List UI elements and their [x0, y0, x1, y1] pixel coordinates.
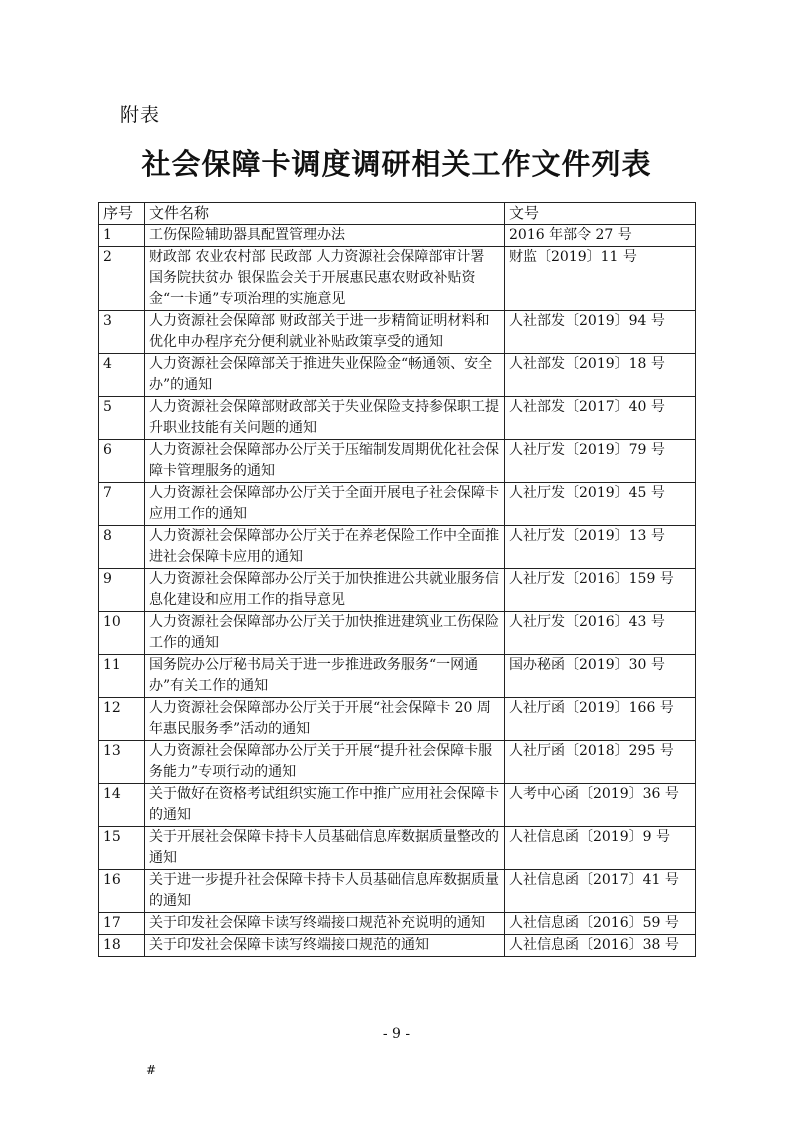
footer-mark: # [146, 1063, 157, 1077]
row-number-cell: 12 [99, 698, 145, 741]
column-header-doc: 文号 [505, 203, 696, 225]
file-name-cell: 人力资源社会保障部财政部关于失业保险支持参保职工提升职业技能有关问题的通知 [145, 397, 505, 440]
file-name-cell: 人力资源社会保障部办公厅关于加快推进建筑业工伤保险工作的通知 [145, 612, 505, 655]
file-name-cell: 关于开展社会保障卡持卡人员基础信息库数据质量整改的通知 [145, 827, 505, 870]
document-number-cell: 人考中心函〔2019〕36 号 [505, 784, 696, 827]
file-name-cell: 关于做好在资格考试组织实施工作中推广应用社会保障卡的通知 [145, 784, 505, 827]
table-row [99, 225, 696, 247]
document-number-cell: 人社厅函〔2019〕166 号 [505, 698, 696, 741]
row-number-cell: 2 [99, 247, 145, 311]
file-name-cell: 人力资源社会保障部办公厅关于在养老保险工作中全面推进社会保障卡应用的通知 [145, 526, 505, 569]
table-body [99, 225, 696, 957]
row-number-cell: 5 [99, 397, 145, 440]
table-row [99, 612, 696, 655]
table-row [99, 655, 696, 698]
row-number-cell: 18 [99, 935, 145, 957]
page-title: 社会保障卡调度调研相关工作文件列表 [141, 147, 652, 181]
document-number-cell: 人社信息函〔2019〕9 号 [505, 827, 696, 870]
page-number: - 9 - [382, 1026, 411, 1042]
row-number-cell: 3 [99, 311, 145, 354]
document-number-cell: 财监〔2019〕11 号 [505, 247, 696, 311]
table-row [99, 526, 696, 569]
table-row [99, 311, 696, 354]
file-name-cell: 人力资源社会保障部办公厅关于全面开展电子社会保障卡应用工作的通知 [145, 483, 505, 526]
row-number-cell: 11 [99, 655, 145, 698]
file-name-cell: 人力资源社会保障部 财政部关于进一步精简证明材料和优化申办程序充分便利就业补贴政策享受的通知 [145, 311, 505, 354]
table-row [99, 827, 696, 870]
row-number-cell: 17 [99, 913, 145, 935]
column-header-name: 文件名称 [145, 203, 505, 225]
file-name-cell: 人力资源社会保障部办公厅关于开展“社会保障卡 20 周年惠民服务季”活动的通知 [145, 698, 505, 741]
table-row [99, 569, 696, 612]
row-number-cell: 15 [99, 827, 145, 870]
row-number-cell: 10 [99, 612, 145, 655]
document-list-table [98, 202, 696, 957]
document-number-cell: 人社厅函〔2018〕295 号 [505, 741, 696, 784]
document-number-cell: 人社厅发〔2019〕79 号 [505, 440, 696, 483]
table-row [99, 397, 696, 440]
table-header-row [99, 203, 696, 225]
file-name-cell: 财政部 农业农村部 民政部 人力资源社会保障部审计署 国务院扶贫办 银保监会关于开展惠民惠农财政补贴资金“一卡通”专项治理的实施意见 [145, 247, 505, 311]
row-number-cell: 14 [99, 784, 145, 827]
document-number-cell: 人社部发〔2019〕94 号 [505, 311, 696, 354]
row-number-cell: 7 [99, 483, 145, 526]
row-number-cell: 1 [99, 225, 145, 247]
file-name-cell: 国务院办公厅秘书局关于进一步推进政务服务“一网通办”有关工作的通知 [145, 655, 505, 698]
document-number-cell: 人社厅发〔2016〕159 号 [505, 569, 696, 612]
column-header-no: 序号 [99, 203, 145, 225]
document-number-cell: 人社信息函〔2017〕41 号 [505, 870, 696, 913]
file-name-cell: 人力资源社会保障部关于推进失业保险金“畅通领、安全办”的通知 [145, 354, 505, 397]
document-number-cell: 人社信息函〔2016〕59 号 [505, 913, 696, 935]
file-name-cell: 关于印发社会保障卡读写终端接口规范的通知 [145, 935, 505, 957]
table-row [99, 784, 696, 827]
table-row [99, 354, 696, 397]
table-row [99, 698, 696, 741]
table-row [99, 913, 696, 935]
document-number-cell: 人社厅发〔2016〕43 号 [505, 612, 696, 655]
table-row [99, 483, 696, 526]
document-number-cell: 2016 年部令 27 号 [505, 225, 696, 247]
document-number-cell: 人社部发〔2017〕40 号 [505, 397, 696, 440]
table-row [99, 247, 696, 311]
file-name-cell: 人力资源社会保障部办公厅关于开展“提升社会保障卡服务能力”专项行动的通知 [145, 741, 505, 784]
row-number-cell: 6 [99, 440, 145, 483]
table-row [99, 870, 696, 913]
row-number-cell: 16 [99, 870, 145, 913]
document-number-cell: 人社信息函〔2016〕38 号 [505, 935, 696, 957]
table-row [99, 741, 696, 784]
table-row [99, 440, 696, 483]
document-number-cell: 人社部发〔2019〕18 号 [505, 354, 696, 397]
document-number-cell: 人社厅发〔2019〕13 号 [505, 526, 696, 569]
row-number-cell: 4 [99, 354, 145, 397]
file-name-cell: 人力资源社会保障部办公厅关于压缩制发周期优化社会保障卡管理服务的通知 [145, 440, 505, 483]
attachment-label: 附表 [120, 104, 161, 126]
file-name-cell: 关于印发社会保障卡读写终端接口规范补充说明的通知 [145, 913, 505, 935]
document-number-cell: 国办秘函〔2019〕30 号 [505, 655, 696, 698]
table-row [99, 935, 696, 957]
document-number-cell: 人社厅发〔2019〕45 号 [505, 483, 696, 526]
row-number-cell: 8 [99, 526, 145, 569]
row-number-cell: 13 [99, 741, 145, 784]
file-name-cell: 关于进一步提升社会保障卡持卡人员基础信息库数据质量的通知 [145, 870, 505, 913]
row-number-cell: 9 [99, 569, 145, 612]
file-name-cell: 工伤保险辅助器具配置管理办法 [145, 225, 505, 247]
file-name-cell: 人力资源社会保障部办公厅关于加快推进公共就业服务信息化建设和应用工作的指导意见 [145, 569, 505, 612]
